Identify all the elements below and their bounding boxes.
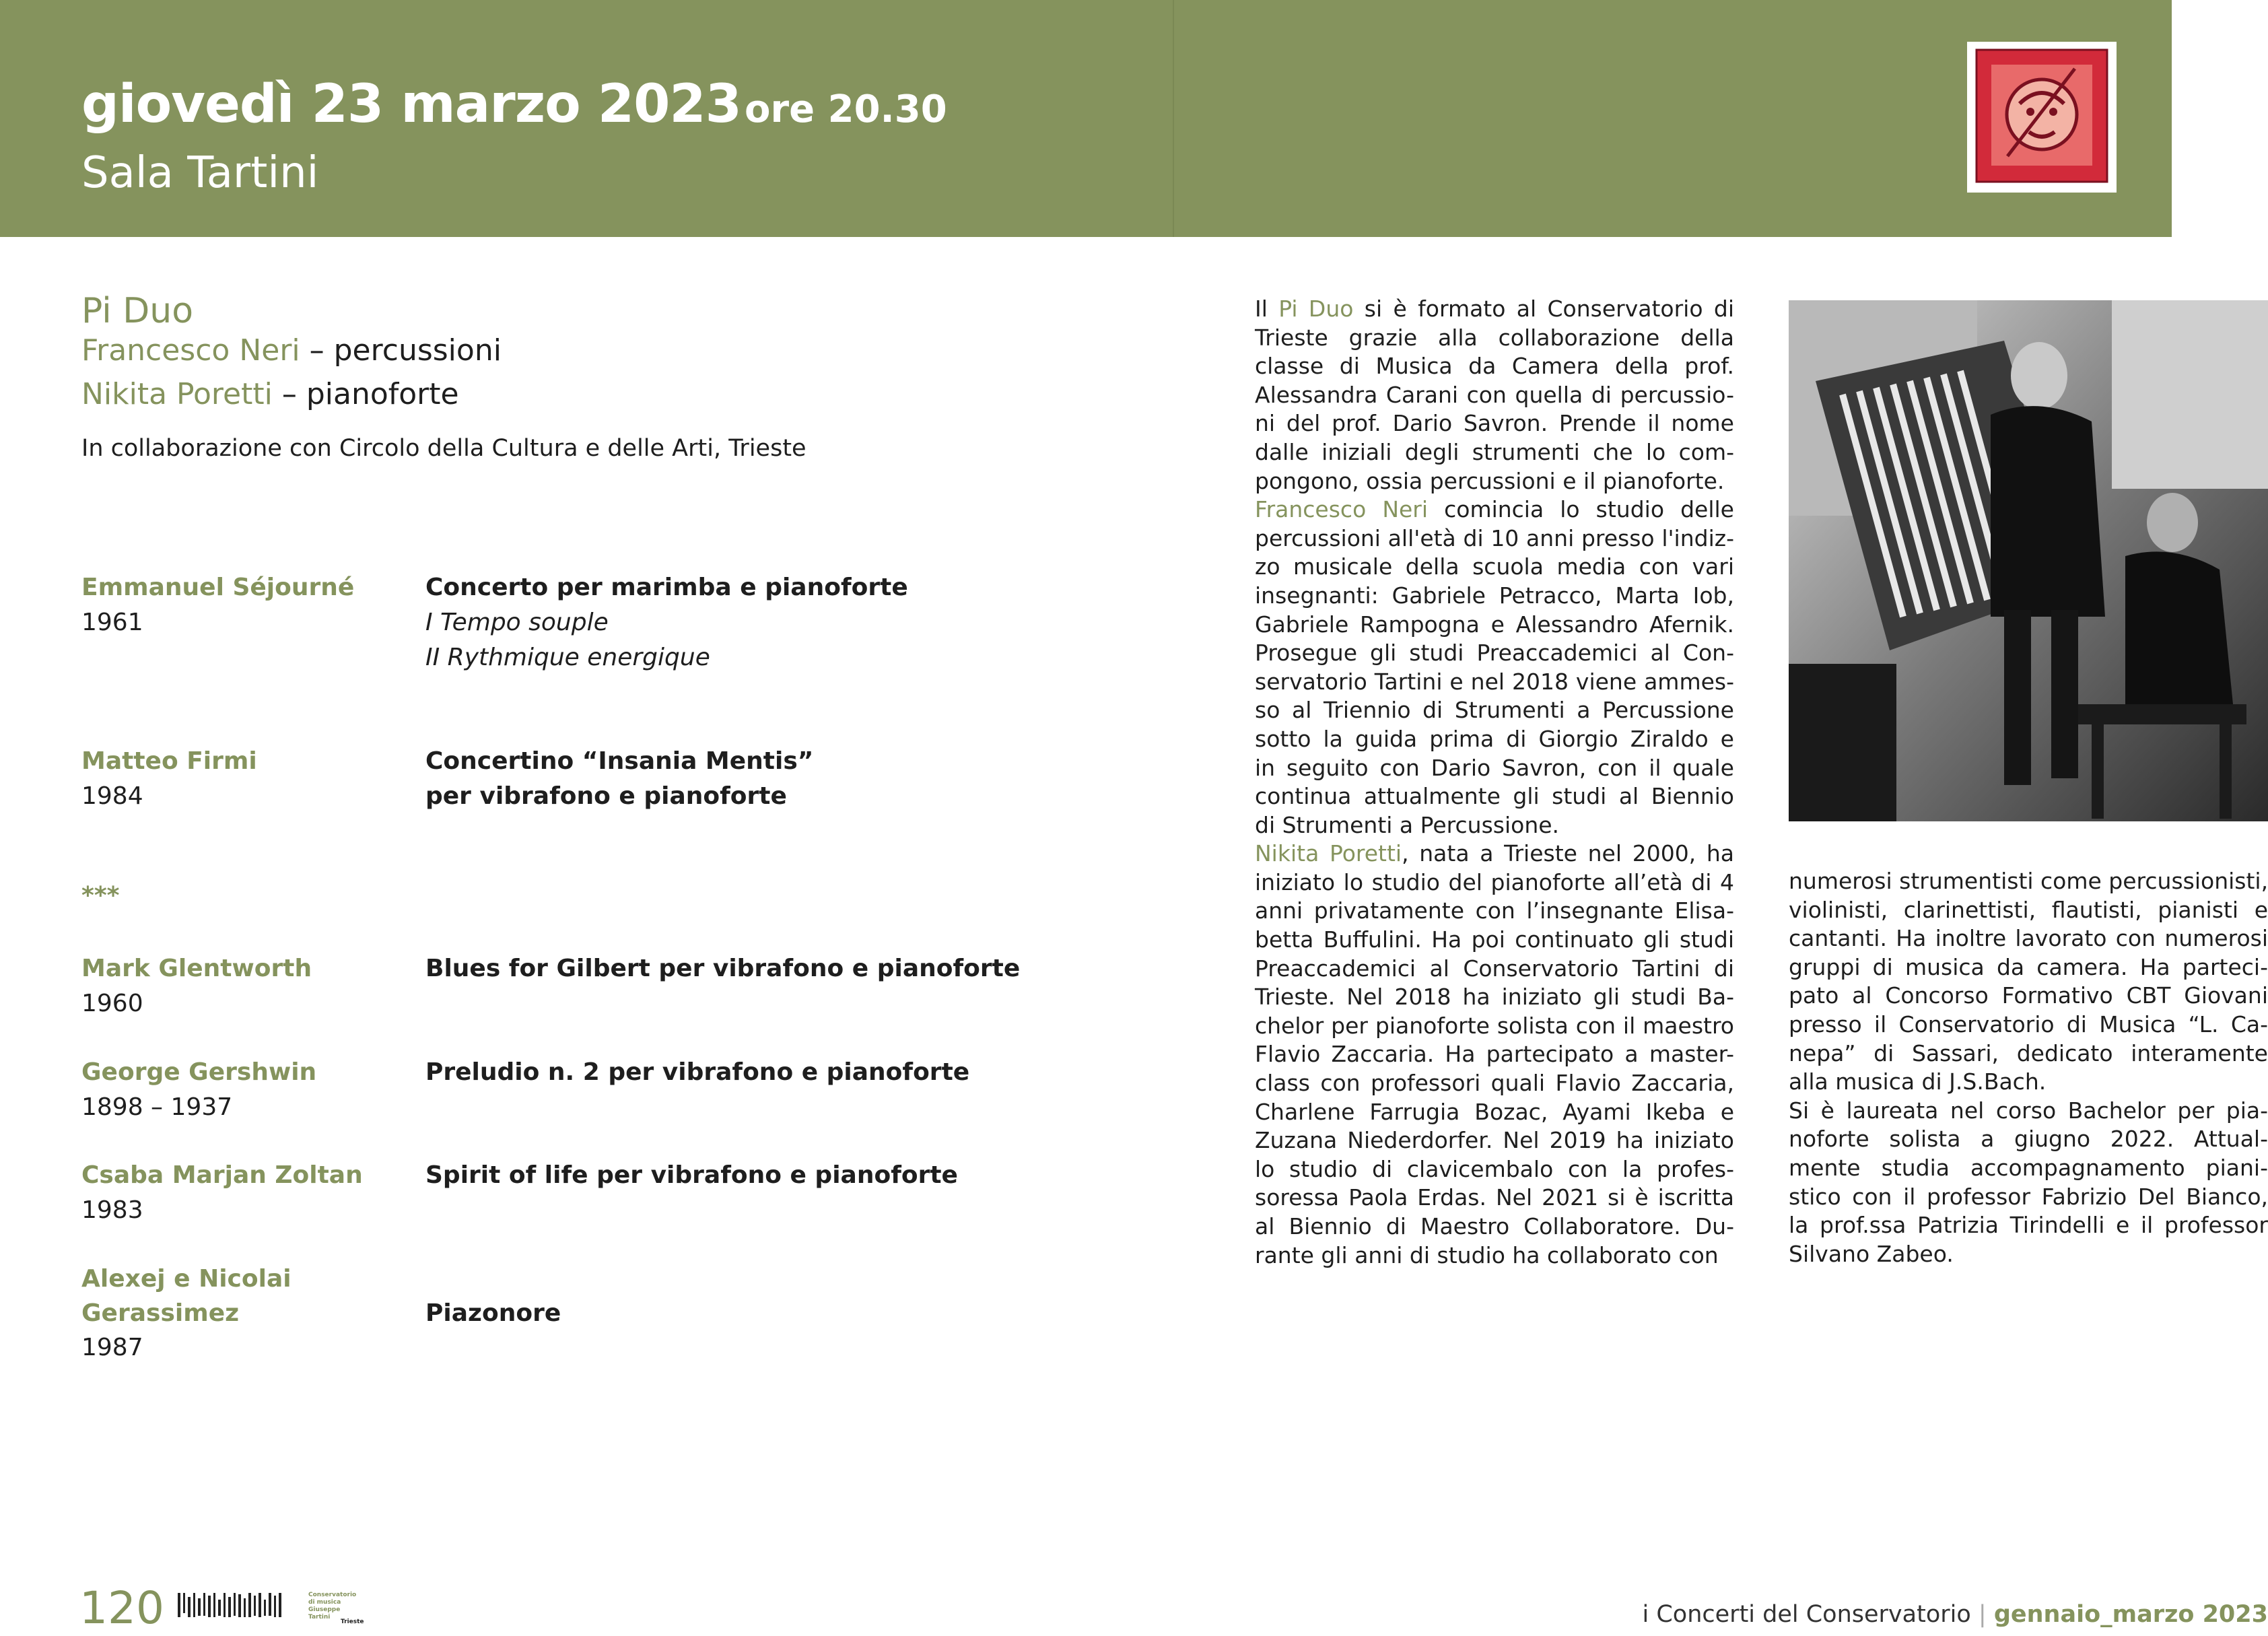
bio-line: soressa Paola Erdas. Nel 2021 si è iscritta (1255, 1184, 1734, 1211)
circolo-logo (1967, 42, 2117, 193)
program-separator: *** (81, 882, 120, 910)
bio-line: stico con il professor Fabrizio Del Bianco, (1789, 1183, 2268, 1210)
bio-line: al Biennio di Maestro Collaboratore. Du- (1255, 1213, 1734, 1239)
bio-line: iniziato lo studio del pianoforte all’età di 4 (1255, 868, 1734, 895)
bio-highlight-name: Pi Duo (1278, 296, 1354, 322)
biography-column-2 (1789, 867, 2268, 1268)
performer-line (81, 333, 502, 368)
work-title: Preludio n. 2 per vibrafono e pianoforte (425, 1058, 970, 1086)
composer-years: 1898 – 1937 (81, 1093, 233, 1121)
bio-line: chelor per pianoforte solista con il maestro (1255, 1012, 1734, 1039)
conservatory-name (308, 1592, 356, 1621)
bio-line: sotto la guida prima di Giorgio Ziraldo e (1255, 725, 1734, 752)
bio-line: alla musica di J.S.Bach. (1789, 1068, 2047, 1095)
bio-line: Zuzana Niederdorfer. Nel 2019 ha iniziato (1255, 1127, 1734, 1154)
bio-line: Alessandra Carani con quella di percussio- (1255, 381, 1734, 408)
bio-line: class con professori quali Flavio Zaccaria, (1255, 1070, 1734, 1097)
composer-years: 1984 (81, 782, 143, 810)
bio-line: cantanti. Ha inoltre lavorato con numerosi (1789, 925, 2268, 952)
movement: I Tempo souple (425, 609, 609, 636)
conservatory-name-line: Tartini (308, 1614, 331, 1621)
concert-date-main: giovedì 23 marzo 2023 (81, 74, 741, 135)
composer-name: Matteo Firmi (81, 747, 257, 775)
bio-line: continua attualmente gli studi al Biennio (1255, 783, 1734, 810)
bio-line: anni privatamente con l’insegnante Elisa- (1255, 897, 1734, 924)
composer-years: 1983 (81, 1196, 143, 1224)
collaboration-note: In collaborazione con Circolo della Cultura e delle Arti, Trieste (81, 435, 806, 462)
composer-years: 1960 (81, 990, 143, 1017)
bio-line: mente studia accompagnamento piani- (1789, 1154, 2268, 1181)
bio-line: lo studio di clavicembalo con la profes- (1255, 1155, 1734, 1182)
duo-photo (1789, 300, 2268, 821)
bio-highlight-name: Nikita Poretti (1255, 840, 1402, 867)
conservatory-name-line: di musica (308, 1599, 341, 1606)
bio-line: di Strumenti a Percussione. (1255, 811, 1560, 838)
work-title: Spirit of life per vibrafono e pianoforte (425, 1161, 958, 1189)
work-title: Blues for Gilbert per vibrafono e pianoforte (425, 955, 1021, 982)
bio-line: rante gli anni di studio ha collaborato con (1255, 1241, 1719, 1268)
footer-separator: | (1978, 1601, 1987, 1628)
bio-line: Prosegue gli studi Preaccademici al Con- (1255, 640, 1734, 667)
bio-line: Nikita Poretti, nata a Trieste nel 2000, ha (1255, 840, 1734, 867)
work-title: Concerto per marimba e pianoforte (425, 574, 908, 601)
bio-line: presso il Conservatorio di Musica “L. Ca- (1789, 1011, 2268, 1037)
bio-line: Gabriele Rampogna e Alessandro Afernik. (1255, 611, 1734, 638)
work-title: Piazonore (425, 1299, 561, 1327)
bio-line: Trieste. Nel 2018 ha iniziato gli studi Ba- (1255, 984, 1734, 1011)
composer-name: Emmanuel Séjourné (81, 574, 355, 601)
bio-line: betta Buffulini. Ha poi continuato gli studi (1255, 926, 1734, 953)
bio-line: classe di Musica da Camera della prof. (1255, 353, 1734, 380)
bio-line: la prof.ssa Patrizia Tirindelli e il professor (1789, 1212, 2268, 1239)
performer-role: – percussioni (309, 333, 502, 368)
bio-line: Il Pi Duo si è formato al Conservatorio di (1255, 296, 1734, 322)
bio-line: violinisti, clarinettisti, flautisti, pianisti e (1789, 896, 2268, 923)
bio-line: Flavio Zaccaria. Ha partecipato a master- (1255, 1041, 1734, 1068)
bio-line: Silvano Zabeo. (1789, 1240, 1954, 1267)
composer-name: Mark Glentworth (81, 955, 312, 982)
composer-name-continued: Gerassimez (81, 1299, 240, 1327)
conservatory-name-line: Conservatorio (308, 1592, 357, 1598)
venue: Sala Tartini (81, 148, 319, 198)
bio-line: Trieste grazie alla collaborazione della (1255, 324, 1734, 351)
bio-line: nepa” di Sassari, dedicato interamente (1789, 1039, 2268, 1066)
biography-column-1 (1255, 295, 1734, 1270)
bio-line: pongono, ossia percussioni e il pianoforte. (1255, 467, 1725, 494)
bio-line: noforte solista a giugno 2022. Attual- (1789, 1126, 2268, 1153)
concert-date (81, 74, 947, 135)
bio-line: gruppi di musica da camera. Ha parteci- (1789, 953, 2268, 980)
composer-name: Alexej e Nicolai (81, 1265, 291, 1293)
bio-line: servatorio Tartini e nel 2018 viene ammes- (1255, 668, 1734, 695)
conservatory-logo-mark (176, 1589, 284, 1627)
bio-line: dalle iniziali degli strumenti che lo com- (1255, 438, 1734, 465)
movement: II Rythmique energique (425, 644, 710, 671)
bio-line: percussioni all'età di 10 anni presso l'indiz- (1255, 524, 1734, 551)
series-period: gennaio_marzo 2023 (1993, 1601, 2268, 1628)
conservatory-name-line: Giuseppe (308, 1606, 341, 1613)
series-name: i Concerti del Conservatorio (1642, 1601, 1971, 1628)
bio-line: zo musicale della scuola media con vari (1255, 553, 1734, 580)
bio-line: Francesco Neri comincia lo studio delle (1255, 496, 1734, 523)
bio-line: numerosi strumentisti come percussionisti, (1789, 868, 2268, 894)
concert-time: ore 20.30 (745, 88, 947, 131)
bio-line: in seguito con Dario Savron, con il quale (1255, 754, 1734, 781)
bio-line: so al Triennio di Strumenti a Percussione (1255, 697, 1734, 724)
bio-line: Preaccademici al Conservatorio Tartini di (1255, 955, 1734, 982)
bio-line: pato al Concorso Formativo CBT Giovani (1789, 982, 2268, 1009)
bio-line: insegnanti: Gabriele Petracco, Marta Iob, (1255, 582, 1734, 609)
bio-line: Charlene Farrugia Bozac, Ayami Ikeba e (1255, 1098, 1734, 1125)
composer-years: 1961 (81, 609, 143, 636)
work-title: Concertino “Insania Mentis” (425, 747, 814, 775)
ensemble-name: Pi Duo (81, 291, 194, 331)
performer-line (81, 377, 459, 411)
performer-role: – pianoforte (281, 377, 459, 411)
footer-series (1643, 1601, 2268, 1628)
composer-name: George Gershwin (81, 1058, 317, 1086)
banner-divider (1173, 0, 1174, 237)
bio-highlight-name: Francesco Neri (1255, 496, 1429, 523)
performer-name: Nikita Poretti (81, 377, 273, 411)
conservatory-city: Trieste (341, 1618, 364, 1625)
composer-name: Csaba Marjan Zoltan (81, 1161, 363, 1189)
bio-line: ni del prof. Dario Savron. Prende il nome (1255, 410, 1734, 437)
composer-years: 1987 (81, 1334, 143, 1361)
bio-line: Si è laureata nel corso Bachelor per pia- (1789, 1097, 2268, 1124)
performer-name: Francesco Neri (81, 333, 300, 368)
page-number: 120 (79, 1582, 164, 1634)
work-title-continued: per vibrafono e pianoforte (425, 782, 787, 810)
